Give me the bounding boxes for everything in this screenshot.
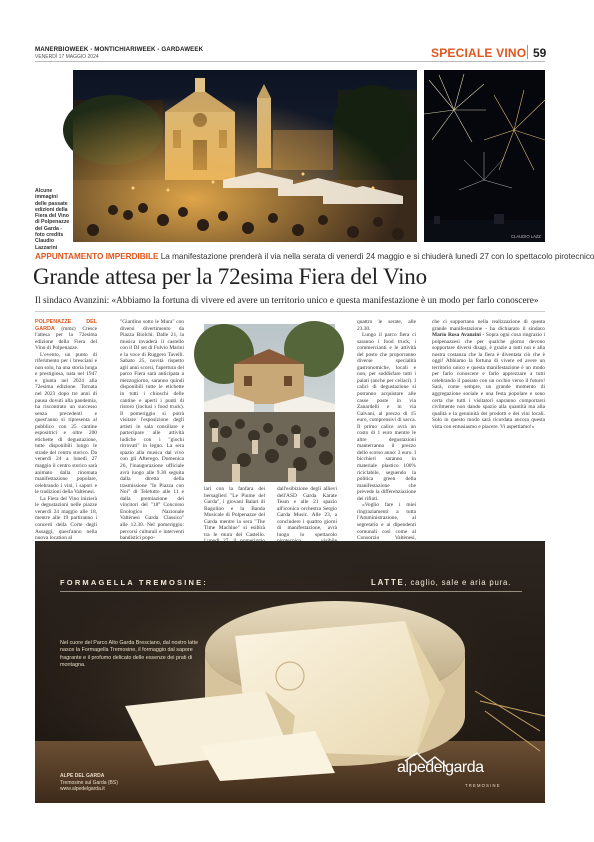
subheadline: Il sindaco Avanzini: «Abbiamo la fortuna di vivere ed avere un territorio unico e questa manifestazione è un modo per farlo conoscere» bbox=[35, 296, 539, 306]
paragraph: Cresce l'attesa per la 72esima edizione della Fiera del Vino di Polpenazze. bbox=[35, 325, 97, 352]
dateline-paragraph bbox=[35, 319, 97, 352]
paragraph: "Giardino sotto le Mura" con diversi divertimento da Piazza Biolchi. Dalle 21, la musica invaderà il castello con il DJ set di Fulvio Marini e la voce di Ruggero Tavelli. Sabato 25, novità rispetto agli anni scorsi, l'apertura del parco Fiera sarà anticipata a mezzogiorno, saranno quindi disponibili tutte le etichette in tutti i chioschi delle cantine e aperti i punti di ristoro (inclusi i food truck). Il pomeriggio si potrà visitare l'esposizione degli artisti in sala consiliare e partecipare alle attività ludiche con i "giochi ritrovati" in legno. La sera spazio alla musica dal vivo con gli Afterego. Domenica 26, l'inaugurazione ufficiale avrà luogo alle 9.30 seguita dalla diretta della trasmissione "In Piazza con Noi" di Teletutto alle 11 e dalla premiazione dei vincitori del "18° Concorso Enologico Nazionale Valtènesi Garda Classico" alle 12.30. Nel pomeriggio: percorsi culturali e interventi bandistici popo- bbox=[120, 319, 184, 542]
issue-date: VENERDÌ 17 MAGGIO 2024 bbox=[35, 54, 99, 60]
ad-company-website: www.alpedelgarda.it bbox=[60, 786, 105, 792]
photo-caption: Alcune immagini delle passate edizioni della Fiera del Vino di Polpenazze del Garda - foto credits Claudio Lazzarini bbox=[35, 188, 70, 251]
kicker bbox=[35, 252, 594, 261]
paragraph: «Voglio fare i miei ringraziamenti a tutta l'Amministrazione, al segretario e ai dipendenti comunali così come al Consorzio Valtènesi, bbox=[357, 502, 416, 542]
ad-divider bbox=[60, 591, 522, 592]
cheese-advertisement bbox=[35, 541, 545, 803]
headline-rule bbox=[35, 311, 545, 312]
paragraph: Lungo il parco fiera ci saranno i food truck, i commercianti e le attività del posto che proporranno diverse specialità gastronomiche, locali e non, per soddisfare tutti i palati (anche per celiaci). I calici di degustazione si potranno acquistare alle casse poste in via Zanardelli e in via Galvani, al prezzo di 15 euro, comprensivi di sacca. Il primo calice avrà un costo di 1 euro mentre le altre degustazioni manterranno il prezzo dello scorso anno: 3 euro. I bicchieri saranno in materiale plastico 100% riciclabile, seguendo la politica green della manifestazione che prevede la differenziazione dei rifiuti. bbox=[357, 332, 416, 502]
wine-fair-daylight-photo bbox=[204, 324, 335, 482]
mayor-name: Mario Rosa Avanzini bbox=[432, 332, 481, 339]
kicker-label: APPUNTAMENTO IMPERDIBILE bbox=[35, 252, 159, 261]
publication-names: MANERBIOWEEK - MONTICHIARIWEEK - GARDAWEEK bbox=[35, 46, 204, 53]
quote-paragraph bbox=[432, 319, 545, 430]
paragraph: lari con la fanfara dei bersaglieri "Le Piume del Garda", i giovani Balari di Bagolino e la Banda Musicale di Polpenazze del Garda mentre la sera "The Time Machine" si esibirà tra le mura del Castello. bbox=[204, 486, 265, 538]
ad-company-city: Tremosine sul Garda (BS) bbox=[60, 779, 118, 786]
page-header-left bbox=[35, 46, 203, 60]
article-column-6 bbox=[432, 319, 545, 534]
ad-logo-wordmark: alpedelgarda bbox=[397, 759, 484, 776]
header-separator bbox=[527, 45, 528, 59]
quote-part-1: che ci supportano nella realizzazione di questa grande manifestazione - ha dichiarato il sindaco bbox=[432, 319, 545, 332]
ad-tagline bbox=[371, 578, 511, 587]
section-title: SPECIALE VINO bbox=[431, 46, 527, 60]
paragraph: quattro le serate, alle 23.30. bbox=[357, 319, 416, 332]
fair-night-photo-illustration bbox=[73, 70, 417, 242]
article-column-5 bbox=[357, 319, 416, 542]
paragraph: L'evento, un punto di riferimento per i bresciani e non solo, ha una storia lunga e prestigiosa, nata nel 1947 e giunta nel 2024 alla 72esima edizione. Tornata nel 2023 dopo tre anni di pausa dovuti alla pandemia, ha riscontrato un successo senza precedenti e quest'anno si ripresenta al pubblico con 25 cantine espositrici e oltre 200 etichette di degustazione, tutte disponibili lungo le strade del centro storico. Da venerdì 24 a lunedì 27 maggio il centro storico sarà animato dalla rinomata manifestazione popolare, celebrando i vini, i sapori e le tradizioni della Valtènesi. bbox=[35, 351, 97, 496]
ad-logo-subtitle: TREMOSINE bbox=[465, 783, 501, 788]
dateline-place: POLPENAZZE DEL GARDA bbox=[35, 319, 97, 332]
kicker-text: La manifestazione prenderà il via nella serata di venerdì 24 maggio e si chiuderà lunedì 27 con lo spettacolo pirotecnico bbox=[160, 252, 594, 261]
article-column-4 bbox=[277, 486, 337, 538]
ad-address bbox=[60, 773, 118, 793]
fireworks-illustration bbox=[424, 70, 545, 242]
quote-part-2: - Sopra ogni cosa ringrazio i polpenazzesi che per qualche giorno devono sopportare diversi disagi, è grazie a tutti noi e alla nostra costanza che la fiera è diventata ciò che è oggi! Abbiamo la fortuna di vivere ed avere un territorio unico e questa manifestazione è un modo per farlo conoscere e farlo apprezzare a tutti celebrando il passato con un occhio verso il futuro! Sarà, come sempre, un grande momento di aggregazione sociale e una festa popolare e sono certa che tutti i visitatori sapranno comportarsi civilmente non dando spazio alla quantità ma alla qualità e la genuinità dei prodotti e dei vini locali. Solo in questo modo sarà ricordata ancora questa vista con entusiasmo e piacere. Vi aspettiamo!» bbox=[432, 332, 545, 430]
ad-tagline-bold: LATTE bbox=[371, 578, 405, 587]
fireworks-photo bbox=[424, 70, 545, 242]
paragraph: dall'esibizione degli allievi dell'ASD Garda Karate Team e alle 21 spazio all'iconica orchestra Sergio Garda Music. Alle 23, a concludere i quattro giorni di manifestazione, avrà luogo lo spettacolo bbox=[277, 486, 337, 538]
ad-brand-title: FORMAGELLA TREMOSINE: bbox=[60, 578, 208, 587]
headline: Grande attesa per la 72esima Fiera del Vino bbox=[33, 264, 427, 289]
ad-company-name: ALPE DEL GARDA bbox=[60, 773, 105, 779]
ad-tagline-rest: , caglio, sale e aria pura. bbox=[404, 578, 512, 587]
article-column-3 bbox=[204, 486, 265, 538]
photo-credit: CLAUDIO LAZZ bbox=[510, 234, 541, 239]
wine-fair-daylight-illustration bbox=[204, 324, 335, 482]
paragraph: La Fiera del Vino inizierà le degustazioni nelle piazze venerdì 24 maggio alle 18, mentre alle 19 partiranno i concerti della Corte degli Assaggi, quest'anno nella nuova location al bbox=[35, 495, 97, 542]
article-column-2 bbox=[120, 319, 184, 542]
header-rule bbox=[35, 61, 545, 62]
dateline-tag: (mmz) bbox=[61, 325, 76, 332]
ad-description: Nel cuore del Parco Alto Garda Bresciano, dal nostro latte nasce la Formagella Tremosine, il formaggio dal sapore fragrante e il profumo delicato delle essenze dei prati di montagna. bbox=[60, 640, 199, 669]
fair-night-photo bbox=[73, 70, 417, 242]
page-number: 59 bbox=[533, 46, 547, 60]
article-column-1 bbox=[35, 319, 97, 542]
